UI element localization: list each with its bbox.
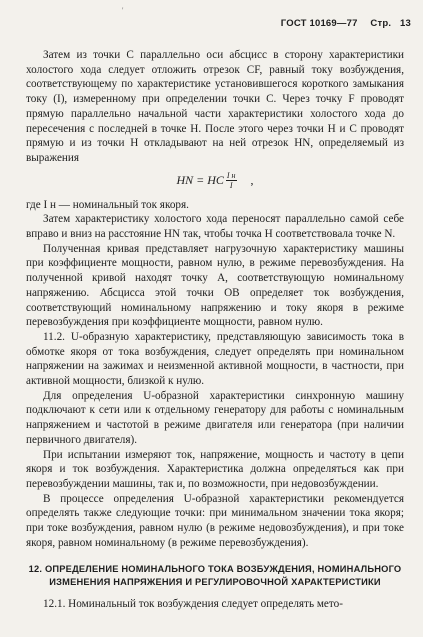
formula-legend: где I н — номинальный ток якоря. [26,198,189,211]
formula-comma: , [250,173,254,188]
formula [26,168,404,194]
formula-fraction [226,171,237,190]
paragraph: Затем из точки C параллельно оси абсцисс в сторону характеристики холостого хода следует отложить отрезок CF, равный току возбуждения, соответствующему по характеристике установившегося короткого замыкания току (I), измеренному при определении точки C. Через точку F проводят прямую параллельно начальной части характеристики холостого хода до пересечения с последней в точке H. После этого через точки H и C проводят прямую и из точки H откладывают на ней отрезок HN, определяемый из выражения [26,49,404,164]
paragraph: 12.1. Номинальный ток возбуждения следует определять мето- [43,597,343,610]
paragraph: В процессе определения U-образной характеристики рекомендуется определять также следующие точки: при минимальном значении тока якоря; при токе возбуждения, равном нулю (в режиме недовозбуждения), и при токе якоря, равном номинальному (в режиме перевозбуждения). [26,492,404,549]
document-body [26,48,404,611]
page-header [281,18,411,29]
paragraph: Затем характеристику холостого хода переносят параллельно самой себе вправо и вниз на расстояние HN так, чтобы точка H соответствовала точке N. [26,213,404,241]
standard-code: ГОСТ 10169—77 [280,18,358,29]
formula-denominator: I [229,181,233,191]
top-mark: ' [122,6,124,15]
paragraph: Для определения U-образной характеристики синхронную машину подключают к сети или к отдельному генератору для работы с номинальным напряжением и частотой в режиме двигателя или генератора (при наличии первичного двигателя). [26,389,404,446]
formula-numerator: I н [226,171,236,181]
paragraph: При испытании измеряют ток, напряжение, мощность и частоту в цепи якоря и ток возбуждения. Характеристика должна определяться как при перевозбуждении машины, так и, по возможности, при недовозбуждении. [26,448,404,490]
page-label: Стр. [370,18,392,29]
page-number: 13 [400,18,411,29]
paragraph: 11.2. U-образную характеристику, представляющую зависимость тока в обмотке якоря от тока возбуждения, следует определять при номинальном напряжении на зажимах и неизменной активной мощности, в частности, при активной мощности, близкой к нулю. [26,330,404,388]
section-heading: 12. ОПРЕДЕЛЕНИЕ НОМИНАЛЬНОГО ТОКА ВОЗБУЖДЕНИЯ, НОМИНАЛЬНОГО ИЗМЕНЕНИЯ НАПРЯЖЕНИЯ И РЕГУЛИРОВОЧНОЙ ХАРАКТЕРИСТИКИ [28,563,402,587]
formula-lhs: HN = HC [176,173,224,188]
paragraph: Полученная кривая представляет нагрузочную характеристику машины при коэффициенте мощности, равном нулю, в режиме перевозбуждения. На полученной кривой находят точку A, соответствующую номинальному напряжению. Абсцисса этой точки OB определяет ток возбуждения, соответствующий номинальному напряжению и току якоря в режиме перевозбуждения при коэффициенте мощности, равном нулю. [26,242,404,329]
